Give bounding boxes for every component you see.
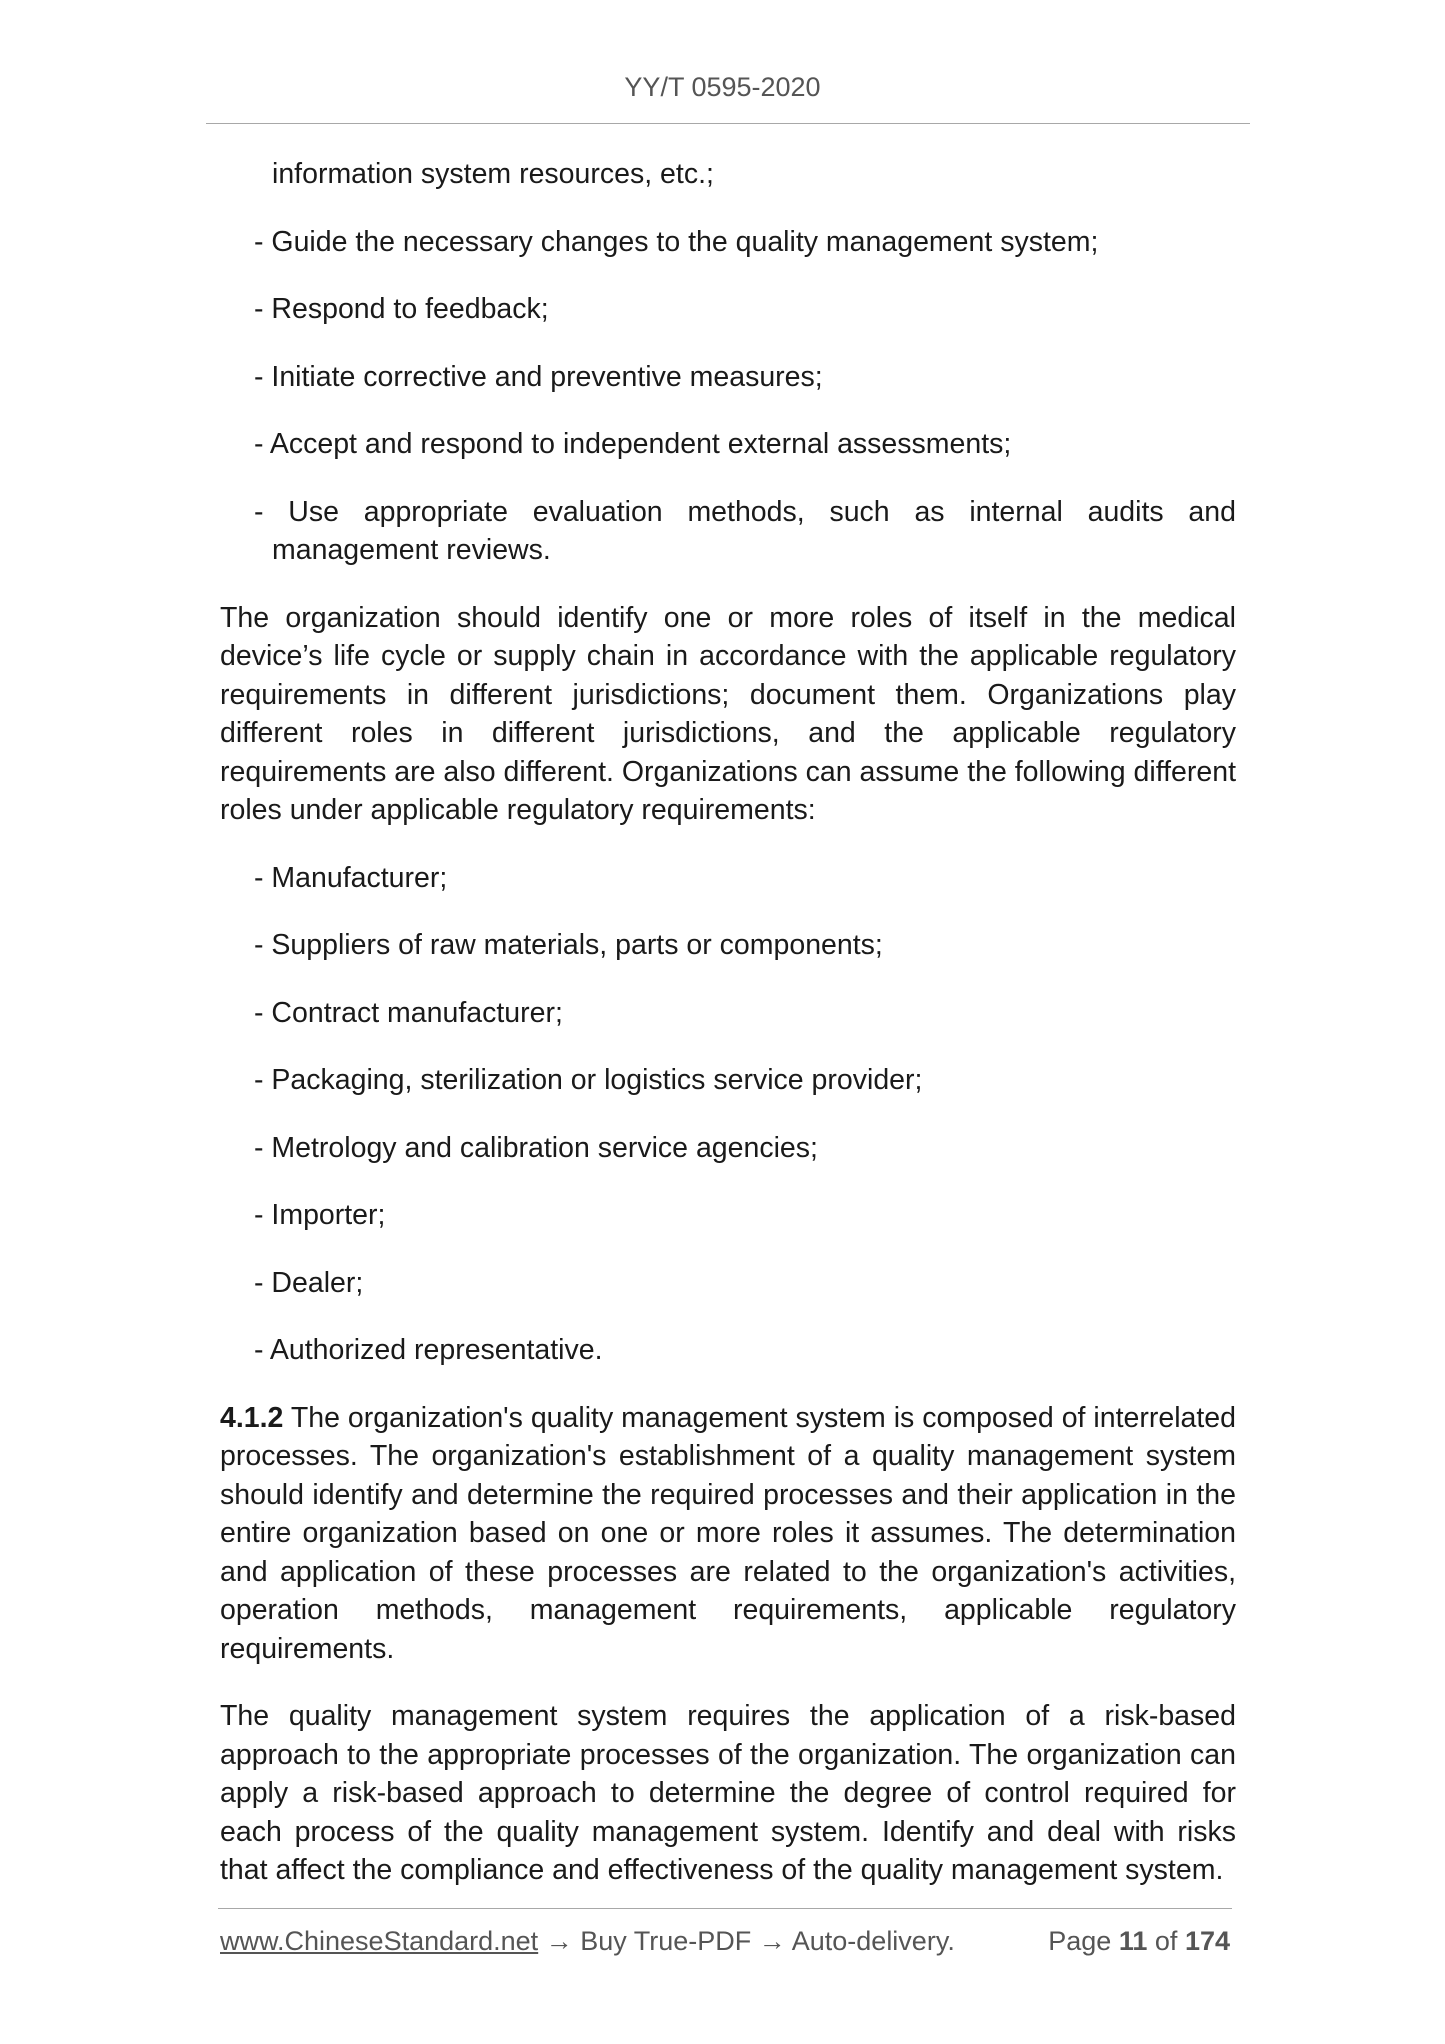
header-divider [206,123,1250,124]
list-item-line: - Use appropriate evaluation methods, such as internal audits and [254,495,1236,528]
list-item: - Authorized representative. [254,1334,603,1366]
footer-tagline: → Buy True-PDF → Auto-delivery. [538,1926,955,1956]
list-item [220,493,1236,570]
list-item: - Metrology and calibration service agencies; [254,1131,818,1164]
list-item: - Guide the necessary changes to the quality management system; [254,225,1099,258]
roles-paragraph: The organization should identify one or more roles of itself in the medical device’s life cycle or supply chain in accordance with the applicable regulatory requirements in different jurisdictions; document them. Organizations play different roles in different jurisdictions, and the applicable regulatory requirements are also different. Organizations can assume the following different roles under applicable regulatory requirements: [220,601,1237,826]
total-pages: 174 [1184,1926,1230,1956]
footer-divider [218,1908,1232,1909]
risk-paragraph: The quality management system requires the application of a risk-based approach to the appropriate processes of the organization. The organization can apply a risk-based approach to determine the degree of control required for each process of the quality management system. Identify and deal with risks that affect the compliance and effectiveness of the quality management system. [220,1700,1236,1886]
list-item: - Importer; [254,1199,386,1231]
list-item: - Packaging, sterilization or logistics service provider; [254,1064,923,1096]
list-item: - Suppliers of raw materials, parts or components; [254,929,883,961]
page-content [220,155,1236,1919]
clause-number: 4.1.2 [220,1401,284,1434]
list-item-line: management reviews. [272,534,551,566]
list-item: - Initiate corrective and preventive measures; [254,360,823,393]
list-item: - Respond to feedback; [254,293,549,325]
of-label: of [1154,1926,1178,1956]
page-number: 11 [1118,1926,1148,1956]
clause-text: The organization's quality management system is composed of interrelated processes. The organization's establishment of a quality management system should identify and determine the required processes and their application in the entire organization based on one or more roles it assumes. The determination and application of these processes are related to the organization's activities, operation methods, management requirements, applicable regulatory requirements. [220,1401,1237,1665]
list-item: - Dealer; [254,1266,364,1299]
website-link[interactable]: www.ChineseStandard.net [220,1926,539,1956]
list-item: - Accept and respond to independent external assessments; [254,428,1012,460]
list-item: - Contract manufacturer; [254,996,563,1029]
continuation-line: information system resources, etc.; [272,158,714,190]
list-item: - Manufacturer; [254,861,448,894]
page-indicator [1048,1926,1230,1957]
page-footer [220,1926,1230,1966]
document-id-header: YY/T 0595-2020 [624,72,821,102]
footer-left [220,1926,955,1957]
page-label: Page [1048,1926,1112,1956]
clause-paragraph [220,1399,1236,1669]
